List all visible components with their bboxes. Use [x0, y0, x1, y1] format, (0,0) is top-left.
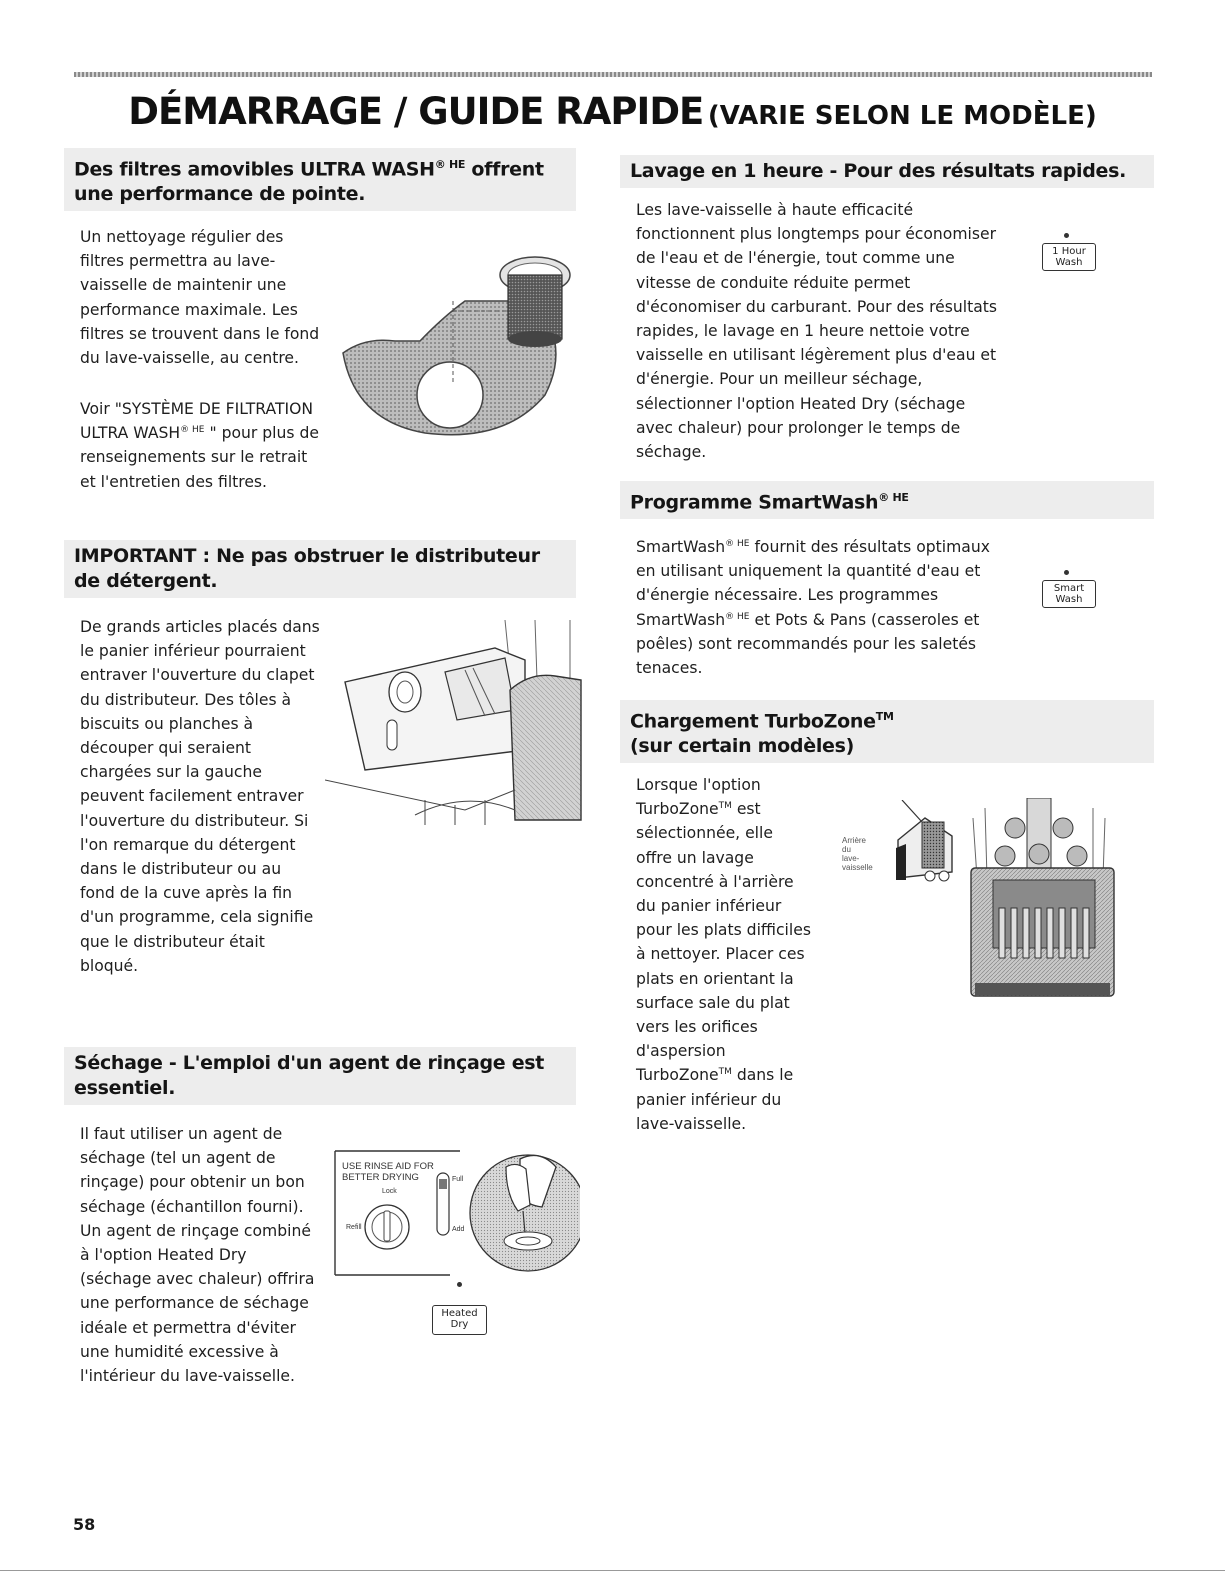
filters-heading: Des filtres amovibles ULTRA $WASH^{® HE}$ offrent une performance de pointe. — [64, 148, 576, 211]
bottom-rule — [0, 1570, 1225, 1571]
page-title-main: DÉMARRAGE / GUIDE RAPIDE — [128, 90, 704, 133]
detergent-body: De grands articles placés dans le panier inférieur pourraient entraver l'ouverture du clapet du distributeur. Des tôles à biscuits ou planches à découper qui seraient chargées sur la gauche peuvent facilement entraver l'ouverture du distributeur. Si l'on remarque du détergent dans le distributeur ou au fond de la cuve après la fin d'un programme, cela signifie que le distributeur était bloqué. — [80, 618, 320, 975]
page-number: 58 — [73, 1515, 96, 1534]
turbozone-body: Lorsque l'option TurboZone™ est sélectionnée, elle offre un lavage concentré à l'arrière du panier inférieur pour les plats difficiles à nettoyer. Placer ces plats en orientant la surface sale du plat vers les orifices d'aspersion TurboZone™ dans le panier inférieur du lave-vaisselle. — [636, 776, 811, 1133]
detergent-dispenser-illustration — [325, 620, 583, 830]
page-title-sub: (VARIE SELON LE MODÈLE) — [707, 101, 1097, 131]
top-rule — [74, 72, 1152, 77]
level-add-label: Add — [452, 1226, 465, 1233]
callout-vaisselle: vaisselle — [842, 863, 873, 872]
turbozone-callout-illustration — [830, 800, 960, 890]
onehour-body: Les lave-vaisselle à haute efficacité fonctionnent plus longtemps pour économiser de l'eau et de l'énergie, tout comme une vitesse de conduite réduite permet d'économiser du carburant. Pour des résultats rapides, le lavage en 1 heure nettoie votre vaisselle en utilisant légèrement plus d'eau et d'énergie. Pour un meilleur séchage, sélectionner l'option Heated Dry (séchage avec chaleur) pour prolonger le temps de séchage. — [636, 201, 997, 462]
page-title — [0, 90, 1225, 133]
callout-arriere: Arrière — [842, 836, 867, 845]
callout-du: du — [842, 845, 851, 854]
filter-illustration — [325, 245, 580, 445]
smartwash-heading: Programme SmartWash$^{® HE}$ — [620, 481, 1154, 519]
heated-dry-indicator — [457, 1282, 462, 1287]
filters-body-ref: Voir "SYSTÈME DE FILTRATION ULTRA $WASH^{® HE}$ " pour plus de renseignements sur le retrait et l'entretien des filtres. — [80, 400, 319, 491]
dispenser-label-line1: USE RINSE AID FOR — [342, 1161, 434, 1172]
smartwash-indicator — [1064, 570, 1069, 575]
filters-body: Un nettoyage régulier des filtres permettra au lave-vaisselle de maintenir une performance maximale. Les filtres se trouvent dans le fond du lave-vaisselle, au centre. — [80, 228, 320, 368]
drying-body: Il faut utiliser un agent de séchage (tel un agent de rinçage) pour obtenir un bon séchage (échantillon fourni). Un agent de rinçage combiné à l'option Heated Dry (séchage avec chaleur) offrira une performance de séchage idéale et permettra d'éviter une humidité excessive à l'intérieur du lave-vaisselle. — [80, 1125, 315, 1386]
callout-lave: lave- — [842, 854, 860, 863]
dispenser-label-line2: BETTER DRYING — [342, 1172, 419, 1183]
rinse-aid-dispenser-illustration — [330, 1145, 580, 1280]
lower-rack-illustration — [965, 798, 1120, 1003]
onehour-wash-button[interactable]: 1 Hour Wash — [1042, 243, 1096, 271]
detergent-heading: IMPORTANT : Ne pas obstruer le distributeur de détergent. — [64, 540, 576, 598]
dial-lock-label: Lock — [382, 1188, 397, 1195]
level-full-label: Full — [452, 1176, 464, 1183]
onehour-heading: Lavage en 1 heure - Pour des résultats rapides. — [620, 155, 1154, 188]
heated-dry-button[interactable]: Heated Dry — [432, 1305, 487, 1335]
smartwash-button[interactable]: Smart Wash — [1042, 580, 1096, 608]
drying-heading: Séchage - L'emploi d'un agent de rinçage est essentiel. — [64, 1047, 576, 1105]
dial-refill-label: Refill — [346, 1224, 362, 1231]
turbozone-heading: Chargement TurboZone™ (sur certain modèles) — [620, 700, 1154, 763]
smartwash-body: SmartWash$^{® HE}$ fournit des résultats optimaux en utilisant uniquement la quantité d'eau et d'énergie nécessaire. Les programmes SmartWash$^{® HE}$ et Pots & Pans (casseroles et poêles) sont recommandés pour les saletés tenaces. — [636, 538, 990, 678]
onehour-indicator — [1064, 233, 1069, 238]
